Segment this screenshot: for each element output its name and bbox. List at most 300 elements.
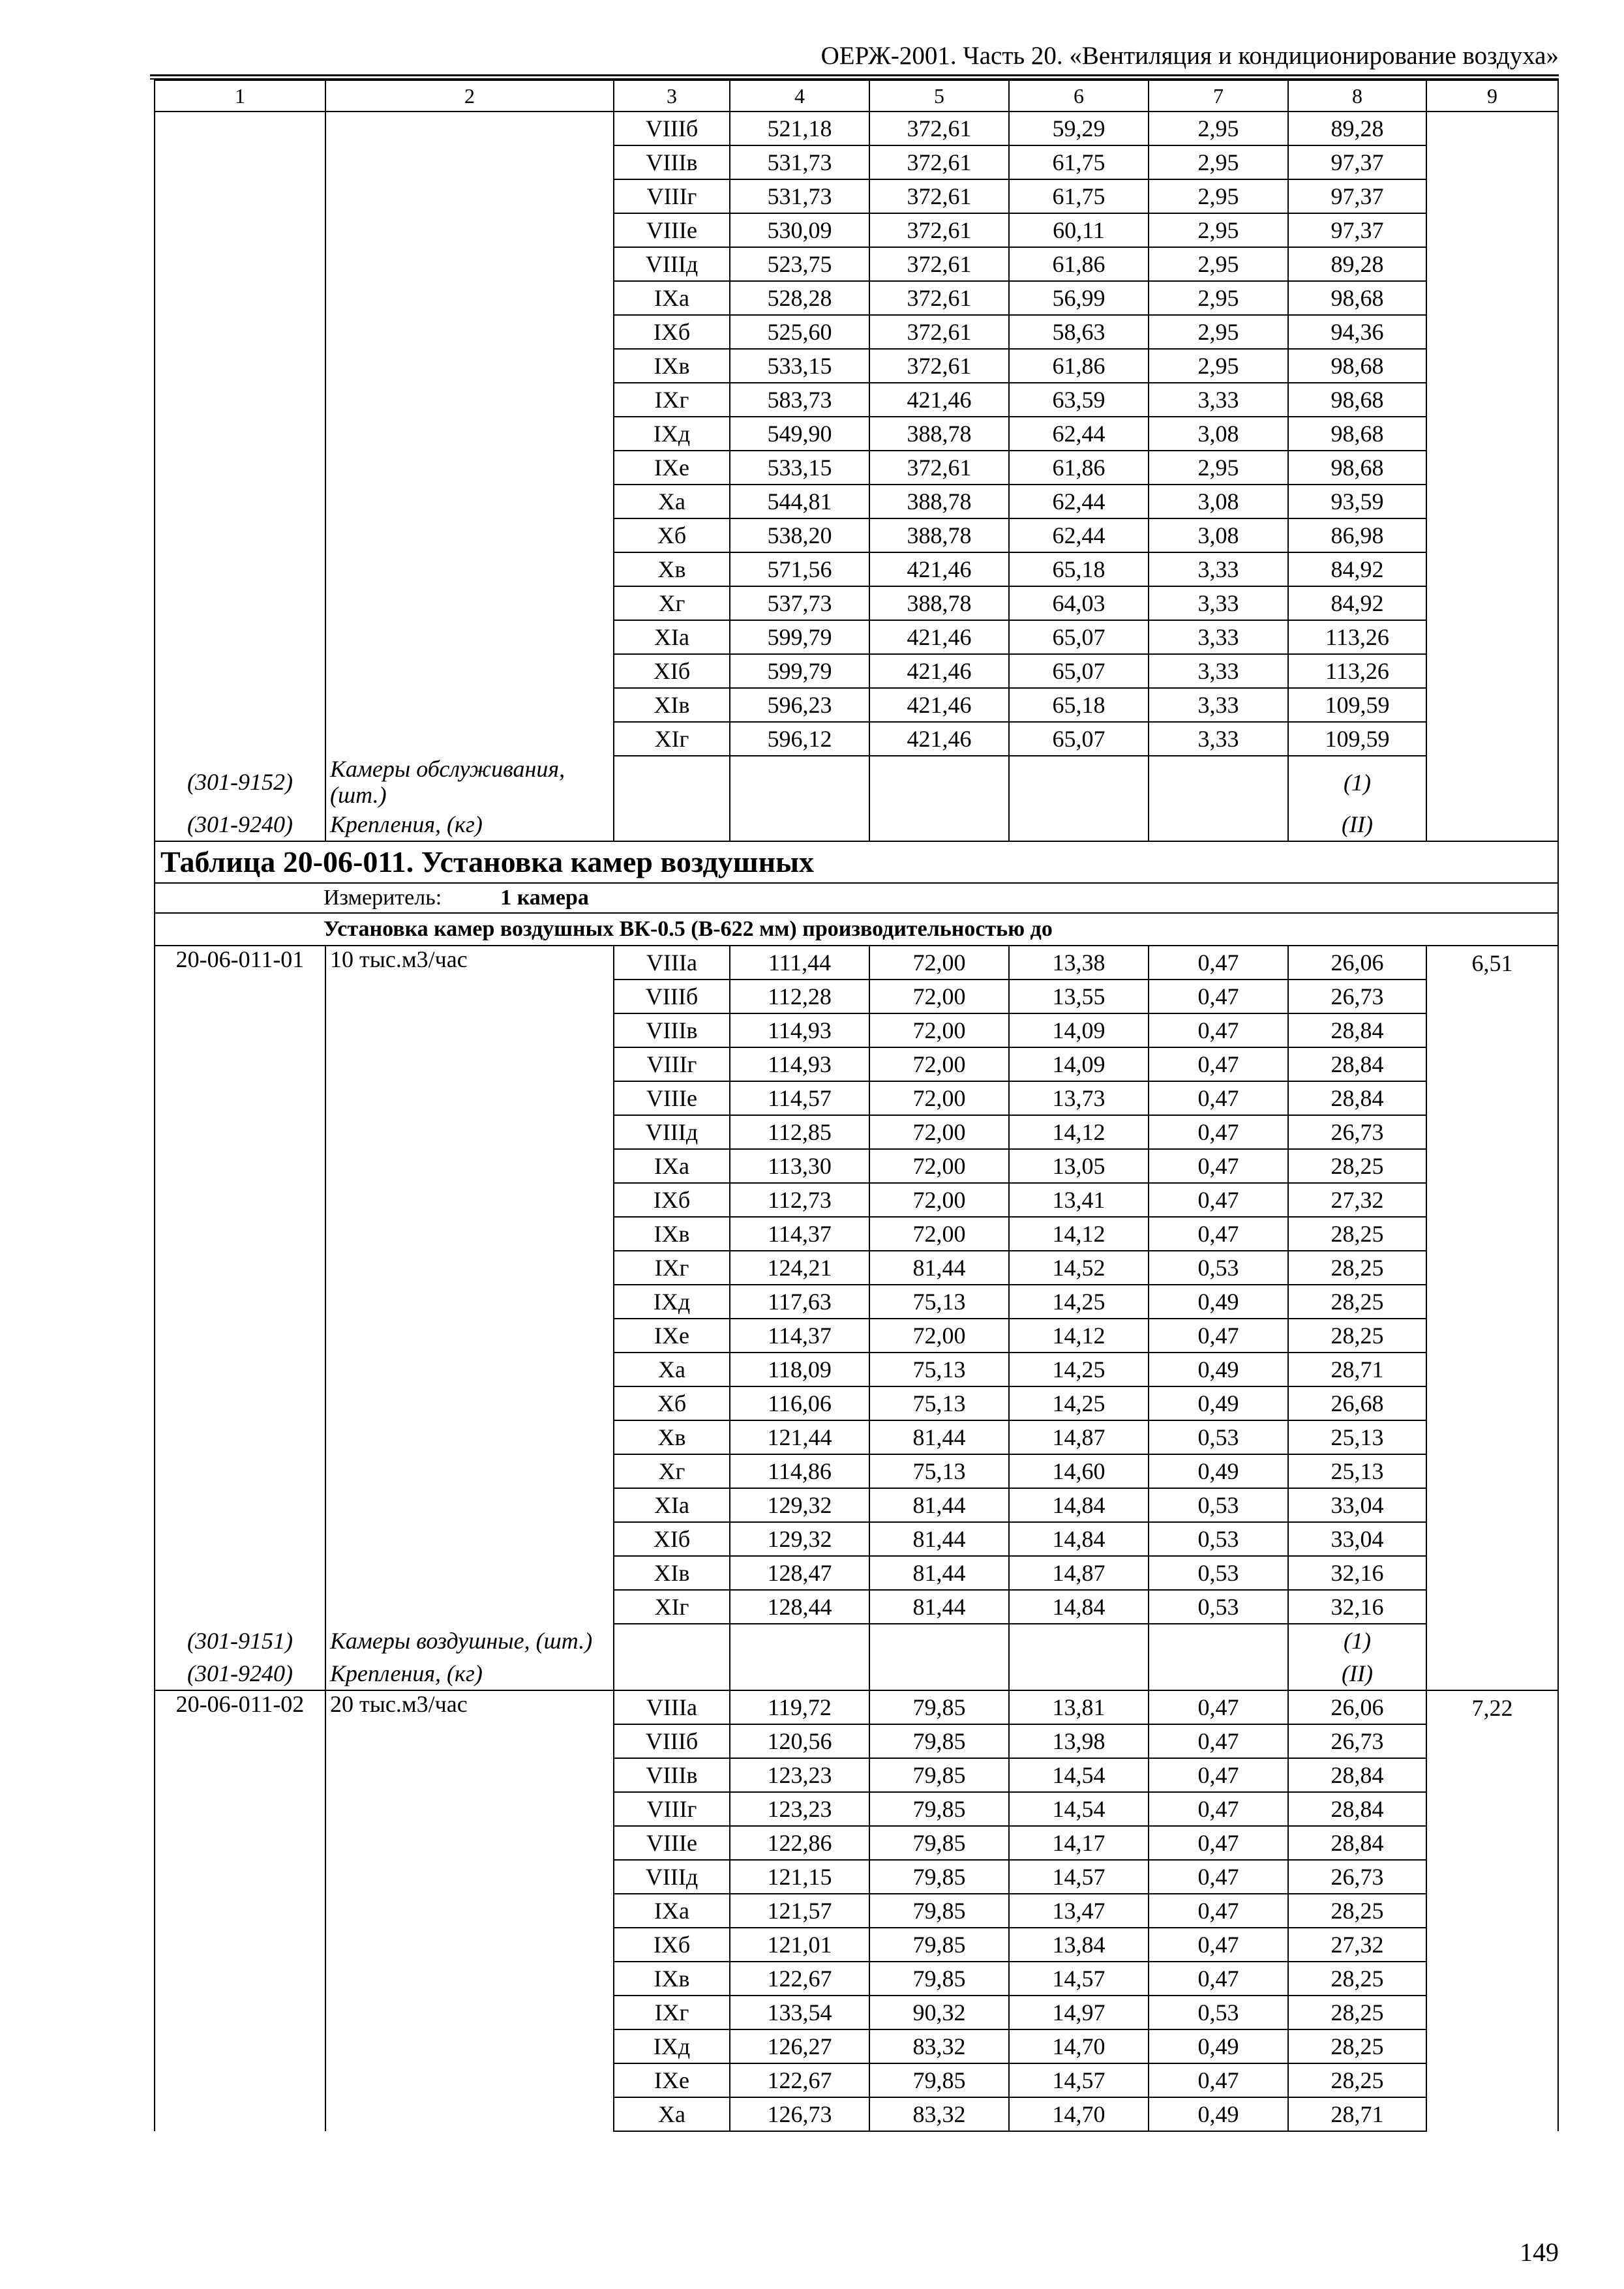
cost-materials: 26,73 <box>1288 1860 1426 1894</box>
cost-materials: 28,25 <box>1288 1894 1426 1928</box>
cost-total: 544,81 <box>730 485 869 518</box>
cost-total: 121,44 <box>730 1420 869 1454</box>
region-code: IXд <box>614 2029 730 2063</box>
cost-materials: 32,16 <box>1288 1556 1426 1590</box>
name-cell <box>325 722 614 756</box>
cost-labor: 79,85 <box>869 1826 1009 1860</box>
col9-cell <box>1426 1860 1558 1894</box>
col9-cell <box>1426 1826 1558 1860</box>
cost-total: 114,37 <box>730 1319 869 1353</box>
name-cell: 10 тыс.м3/час <box>325 946 614 980</box>
table-row <box>155 688 1558 722</box>
col9-cell <box>1426 620 1558 654</box>
region-code: XIв <box>614 1556 730 1590</box>
code-cell <box>155 112 325 145</box>
code-cell <box>155 1928 325 1962</box>
cost-labor: 421,46 <box>869 688 1009 722</box>
table-row <box>155 2029 1558 2063</box>
cost-labor: 79,85 <box>869 1894 1009 1928</box>
column-number-row <box>155 80 1558 112</box>
cost-total: 531,73 <box>730 145 869 179</box>
table-row <box>155 1724 1558 1758</box>
code-cell <box>155 247 325 281</box>
cost-labor: 81,44 <box>869 1590 1009 1624</box>
column-number: 8 <box>1288 80 1426 112</box>
cost-total: 538,20 <box>730 518 869 552</box>
code-cell <box>155 315 325 349</box>
cost-total: 126,27 <box>730 2029 869 2063</box>
cost-machine: 13,98 <box>1009 1724 1149 1758</box>
cost-labor: 372,61 <box>869 145 1009 179</box>
table-row <box>155 586 1558 620</box>
cost-materials: 28,25 <box>1288 1149 1426 1183</box>
table-row <box>155 1556 1558 1590</box>
cost-materials: 113,26 <box>1288 654 1426 688</box>
col9-cell <box>1426 552 1558 586</box>
col9-cell <box>1426 315 1558 349</box>
cost-labor: 75,13 <box>869 1454 1009 1488</box>
empty-cell <box>730 756 869 808</box>
cost-driver-wage: 3,08 <box>1149 518 1288 552</box>
cost-labor: 372,61 <box>869 247 1009 281</box>
name-cell <box>325 1488 614 1522</box>
cost-total: 128,44 <box>730 1590 869 1624</box>
cost-driver-wage: 0,47 <box>1149 946 1288 980</box>
cost-materials: 28,84 <box>1288 1826 1426 1860</box>
name-cell <box>325 349 614 383</box>
code-cell <box>155 586 325 620</box>
region-code: XIа <box>614 1488 730 1522</box>
cost-machine: 14,25 <box>1009 1285 1149 1319</box>
name-cell <box>325 1724 614 1758</box>
cost-machine: 61,75 <box>1009 145 1149 179</box>
table-row <box>155 1285 1558 1319</box>
table-row <box>155 1420 1558 1454</box>
cost-driver-wage: 0,47 <box>1149 1183 1288 1217</box>
cost-total: 112,73 <box>730 1183 869 1217</box>
cost-machine: 13,84 <box>1009 1928 1149 1962</box>
region-code: IXе <box>614 2063 730 2097</box>
cost-labor: 72,00 <box>869 1217 1009 1251</box>
table-row <box>155 1353 1558 1386</box>
cost-machine: 14,87 <box>1009 1556 1149 1590</box>
cost-labor: 388,78 <box>869 518 1009 552</box>
cost-materials: 97,37 <box>1288 145 1426 179</box>
cost-labor: 75,13 <box>869 1353 1009 1386</box>
region-code: Xб <box>614 518 730 552</box>
cost-materials: 26,68 <box>1288 1386 1426 1420</box>
table-row <box>155 1454 1558 1488</box>
cost-total: 116,06 <box>730 1386 869 1420</box>
region-code: IXг <box>614 1996 730 2029</box>
column-number: 1 <box>155 80 325 112</box>
cost-total: 599,79 <box>730 654 869 688</box>
cost-machine: 14,60 <box>1009 1454 1149 1488</box>
cost-total: 528,28 <box>730 281 869 315</box>
region-code: IXа <box>614 1149 730 1183</box>
table-row <box>155 315 1558 349</box>
name-cell <box>325 1590 614 1624</box>
cost-materials: 26,06 <box>1288 946 1426 980</box>
name-cell <box>325 2063 614 2097</box>
cost-total: 129,32 <box>730 1522 869 1556</box>
cost-machine: 14,09 <box>1009 1013 1149 1047</box>
cost-total: 121,15 <box>730 1860 869 1894</box>
page-header: ОЕРЖ-2001. Часть 20. «Вентиляция и кондиционирование воздуха» <box>820 42 1559 70</box>
code-cell <box>155 1996 325 2029</box>
table-row <box>155 1962 1558 1996</box>
meter-cell <box>155 883 1558 913</box>
resource-code: (301-9151) <box>155 1624 325 1657</box>
code-cell <box>155 2097 325 2131</box>
region-code: Xг <box>614 586 730 620</box>
cost-total: 133,54 <box>730 1996 869 2029</box>
code-cell <box>155 620 325 654</box>
region-code: IXв <box>614 349 730 383</box>
col9-cell <box>1426 1149 1558 1183</box>
region-code: VIIIв <box>614 1758 730 1792</box>
code-cell <box>155 2063 325 2097</box>
code-cell <box>155 1115 325 1149</box>
cost-total: 114,57 <box>730 1081 869 1115</box>
cost-materials: 84,92 <box>1288 552 1426 586</box>
code-cell <box>155 1183 325 1217</box>
table-row <box>155 112 1558 145</box>
cost-materials: 98,68 <box>1288 281 1426 315</box>
col9-cell <box>1426 1894 1558 1928</box>
region-code: IXа <box>614 1894 730 1928</box>
cost-total: 124,21 <box>730 1251 869 1285</box>
cost-machine: 14,57 <box>1009 1962 1149 1996</box>
region-code: IXг <box>614 1251 730 1285</box>
cost-labor: 421,46 <box>869 552 1009 586</box>
cost-total: 531,73 <box>730 179 869 213</box>
region-code: XIг <box>614 1590 730 1624</box>
table-row <box>155 552 1558 586</box>
cost-total: 122,67 <box>730 2063 869 2097</box>
col9-cell <box>1426 980 1558 1013</box>
cost-machine: 62,44 <box>1009 485 1149 518</box>
empty-cell <box>1009 756 1149 808</box>
meter-row <box>155 883 1558 913</box>
col9-cell <box>1426 1081 1558 1115</box>
col9-cell <box>1426 451 1558 485</box>
cost-labor: 83,32 <box>869 2029 1009 2063</box>
resource-name: Камеры воздушные, (шт.) <box>325 1624 614 1657</box>
resource-value: (1) <box>1288 1624 1426 1657</box>
table-row <box>155 1081 1558 1115</box>
cost-machine: 56,99 <box>1009 281 1149 315</box>
cost-machine: 65,18 <box>1009 552 1149 586</box>
empty-cell <box>614 756 730 808</box>
code-cell <box>155 1047 325 1081</box>
col9-cell <box>1426 1522 1558 1556</box>
cost-labor: 81,44 <box>869 1488 1009 1522</box>
table-row <box>155 1928 1558 1962</box>
cost-materials: 25,13 <box>1288 1420 1426 1454</box>
code-cell <box>155 1488 325 1522</box>
region-code: VIIIа <box>614 1690 730 1724</box>
cost-labor: 75,13 <box>869 1386 1009 1420</box>
region-code: VIIIе <box>614 1826 730 1860</box>
table-row <box>155 1894 1558 1928</box>
empty-cell <box>1149 1624 1288 1657</box>
name-cell <box>325 281 614 315</box>
cost-total: 122,86 <box>730 1826 869 1860</box>
cost-materials: 89,28 <box>1288 112 1426 145</box>
empty-cell <box>1009 1624 1149 1657</box>
name-cell <box>325 1319 614 1353</box>
cost-driver-wage: 0,53 <box>1149 1996 1288 2029</box>
empty-cell <box>869 756 1009 808</box>
code-cell <box>155 1962 325 1996</box>
subsection-title: Установка камер воздушных ВК-0.5 (В-622 мм) производительностью до <box>155 913 1558 946</box>
cost-machine: 14,12 <box>1009 1217 1149 1251</box>
cost-materials: 26,73 <box>1288 1724 1426 1758</box>
code-cell <box>155 349 325 383</box>
cost-machine: 13,55 <box>1009 980 1149 1013</box>
cost-driver-wage: 0,47 <box>1149 1115 1288 1149</box>
cost-machine: 14,12 <box>1009 1319 1149 1353</box>
code-cell <box>155 552 325 586</box>
col9-cell <box>1426 1792 1558 1826</box>
region-code: VIIIг <box>614 1047 730 1081</box>
cost-total: 571,56 <box>730 552 869 586</box>
column-number: 4 <box>730 80 869 112</box>
name-cell <box>325 1556 614 1590</box>
cost-materials: 28,25 <box>1288 1996 1426 2029</box>
cost-total: 117,63 <box>730 1285 869 1319</box>
name-cell <box>325 1047 614 1081</box>
region-code: VIIIб <box>614 112 730 145</box>
cost-materials: 26,73 <box>1288 980 1426 1013</box>
cost-machine: 13,81 <box>1009 1690 1149 1724</box>
table-row <box>155 1013 1558 1047</box>
region-code: IXд <box>614 417 730 451</box>
cost-machine: 61,86 <box>1009 451 1149 485</box>
cost-total: 123,23 <box>730 1758 869 1792</box>
cost-materials: 33,04 <box>1288 1522 1426 1556</box>
subsection-row <box>155 913 1558 946</box>
cost-driver-wage: 0,49 <box>1149 2029 1288 2063</box>
cost-total: 596,12 <box>730 722 869 756</box>
name-cell <box>325 1386 614 1420</box>
code-cell <box>155 1353 325 1386</box>
name-cell <box>325 1928 614 1962</box>
cost-total: 111,44 <box>730 946 869 980</box>
cost-machine: 63,59 <box>1009 383 1149 417</box>
region-code: IXе <box>614 1319 730 1353</box>
name-cell <box>325 586 614 620</box>
cost-driver-wage: 0,47 <box>1149 1690 1288 1724</box>
cost-driver-wage: 0,47 <box>1149 1319 1288 1353</box>
name-cell <box>325 247 614 281</box>
cost-materials: 84,92 <box>1288 586 1426 620</box>
cost-total: 521,18 <box>730 112 869 145</box>
cost-driver-wage: 0,49 <box>1149 1386 1288 1420</box>
cost-machine: 14,57 <box>1009 2063 1149 2097</box>
table-row <box>155 281 1558 315</box>
cost-total: 549,90 <box>730 417 869 451</box>
cost-machine: 61,86 <box>1009 247 1149 281</box>
cost-total: 112,85 <box>730 1115 869 1149</box>
resource-value: (1) <box>1288 756 1426 808</box>
cost-total: 129,32 <box>730 1488 869 1522</box>
col9-cell: 7,22 <box>1426 1690 1558 1724</box>
name-cell <box>325 1115 614 1149</box>
cost-driver-wage: 2,95 <box>1149 179 1288 213</box>
name-cell <box>325 1792 614 1826</box>
cost-total: 523,75 <box>730 247 869 281</box>
resource-code: (301-9152) <box>155 756 325 808</box>
cost-total: 596,23 <box>730 688 869 722</box>
cost-driver-wage: 0,47 <box>1149 1792 1288 1826</box>
column-number: 9 <box>1426 80 1558 112</box>
cost-machine: 61,86 <box>1009 349 1149 383</box>
cost-driver-wage: 3,33 <box>1149 688 1288 722</box>
region-code: IXб <box>614 315 730 349</box>
cost-labor: 388,78 <box>869 485 1009 518</box>
cost-driver-wage: 0,47 <box>1149 1724 1288 1758</box>
table-row <box>155 383 1558 417</box>
cost-labor: 388,78 <box>869 586 1009 620</box>
table-row <box>155 213 1558 247</box>
column-number: 2 <box>325 80 614 112</box>
region-code: VIIIг <box>614 1792 730 1826</box>
name-cell <box>325 1183 614 1217</box>
cost-materials: 28,25 <box>1288 1285 1426 1319</box>
cost-driver-wage: 3,33 <box>1149 722 1288 756</box>
name-cell <box>325 383 614 417</box>
code-cell <box>155 213 325 247</box>
table-row <box>155 1183 1558 1217</box>
cost-labor: 421,46 <box>869 620 1009 654</box>
region-code: VIIIв <box>614 1013 730 1047</box>
cost-materials: 27,32 <box>1288 1928 1426 1962</box>
name-cell <box>325 1758 614 1792</box>
col9-cell <box>1426 349 1558 383</box>
cost-machine: 61,75 <box>1009 179 1149 213</box>
cost-machine: 14,97 <box>1009 1996 1149 2029</box>
cost-total: 114,37 <box>730 1217 869 1251</box>
empty-cell <box>614 1624 730 1657</box>
code-cell <box>155 1386 325 1420</box>
meter-label: Измеритель: <box>323 886 442 910</box>
cost-materials: 28,71 <box>1288 2097 1426 2131</box>
name-cell <box>325 620 614 654</box>
cost-machine: 14,87 <box>1009 1420 1149 1454</box>
table-row <box>155 1690 1558 1724</box>
meter-value: 1 камера <box>500 886 589 910</box>
region-code: IXв <box>614 1962 730 1996</box>
resource-code: (301-9240) <box>155 808 325 841</box>
cost-driver-wage: 0,49 <box>1149 1454 1288 1488</box>
cost-total: 525,60 <box>730 315 869 349</box>
col9-cell: 6,51 <box>1426 946 1558 980</box>
cost-driver-wage: 0,47 <box>1149 1894 1288 1928</box>
code-cell <box>155 1013 325 1047</box>
col9-cell <box>1426 1962 1558 1996</box>
table-row <box>155 1047 1558 1081</box>
col9-cell <box>1426 2063 1558 2097</box>
cost-total: 533,15 <box>730 349 869 383</box>
cost-labor: 72,00 <box>869 1115 1009 1149</box>
table-row <box>155 1115 1558 1149</box>
col9-cell <box>1426 417 1558 451</box>
cost-driver-wage: 0,47 <box>1149 1081 1288 1115</box>
name-cell <box>325 1962 614 1996</box>
name-cell: 20 тыс.м3/час <box>325 1690 614 1724</box>
code-cell <box>155 451 325 485</box>
cost-labor: 72,00 <box>869 1047 1009 1081</box>
cost-driver-wage: 0,47 <box>1149 1217 1288 1251</box>
cost-labor: 90,32 <box>869 1996 1009 2029</box>
resource-name: Камеры обслуживания, (шт.) <box>325 756 614 808</box>
resource-row <box>155 1657 1558 1690</box>
empty-cell <box>1149 1657 1288 1690</box>
cost-materials: 113,26 <box>1288 620 1426 654</box>
name-cell <box>325 1522 614 1556</box>
region-code: VIIIд <box>614 1115 730 1149</box>
col9-cell <box>1426 112 1558 145</box>
cost-machine: 60,11 <box>1009 213 1149 247</box>
col9-cell <box>1426 688 1558 722</box>
table-row <box>155 620 1558 654</box>
code-cell <box>155 1319 325 1353</box>
cost-labor: 72,00 <box>869 946 1009 980</box>
cost-driver-wage: 0,53 <box>1149 1590 1288 1624</box>
cost-machine: 14,54 <box>1009 1792 1149 1826</box>
code-cell <box>155 1894 325 1928</box>
table-row <box>155 1319 1558 1353</box>
empty-cell <box>1009 1657 1149 1690</box>
column-number: 6 <box>1009 80 1149 112</box>
code-cell <box>155 383 325 417</box>
cost-materials: 28,25 <box>1288 1962 1426 1996</box>
table-row <box>155 1386 1558 1420</box>
col9-cell <box>1426 1183 1558 1217</box>
cost-labor: 372,61 <box>869 179 1009 213</box>
name-cell <box>325 417 614 451</box>
cost-labor: 75,13 <box>869 1285 1009 1319</box>
cost-materials: 93,59 <box>1288 485 1426 518</box>
cost-labor: 72,00 <box>869 1081 1009 1115</box>
cost-driver-wage: 0,47 <box>1149 1860 1288 1894</box>
col9-cell <box>1426 2029 1558 2063</box>
name-cell <box>325 451 614 485</box>
region-code: VIIIв <box>614 145 730 179</box>
col9-cell <box>1426 1758 1558 1792</box>
cost-total: 121,57 <box>730 1894 869 1928</box>
cost-materials: 25,13 <box>1288 1454 1426 1488</box>
cost-labor: 79,85 <box>869 1860 1009 1894</box>
cost-driver-wage: 0,49 <box>1149 2097 1288 2131</box>
name-cell <box>325 1353 614 1386</box>
col9-cell <box>1426 1115 1558 1149</box>
cost-materials: 28,25 <box>1288 1319 1426 1353</box>
table-row <box>155 1860 1558 1894</box>
code-cell <box>155 1454 325 1488</box>
col9-cell <box>1426 722 1558 756</box>
name-cell <box>325 1149 614 1183</box>
empty-cell <box>869 808 1009 841</box>
cost-total: 122,67 <box>730 1962 869 1996</box>
code-cell <box>155 654 325 688</box>
cost-driver-wage: 2,95 <box>1149 213 1288 247</box>
col9-cell <box>1426 1624 1558 1657</box>
table-row <box>155 654 1558 688</box>
table-row <box>155 980 1558 1013</box>
